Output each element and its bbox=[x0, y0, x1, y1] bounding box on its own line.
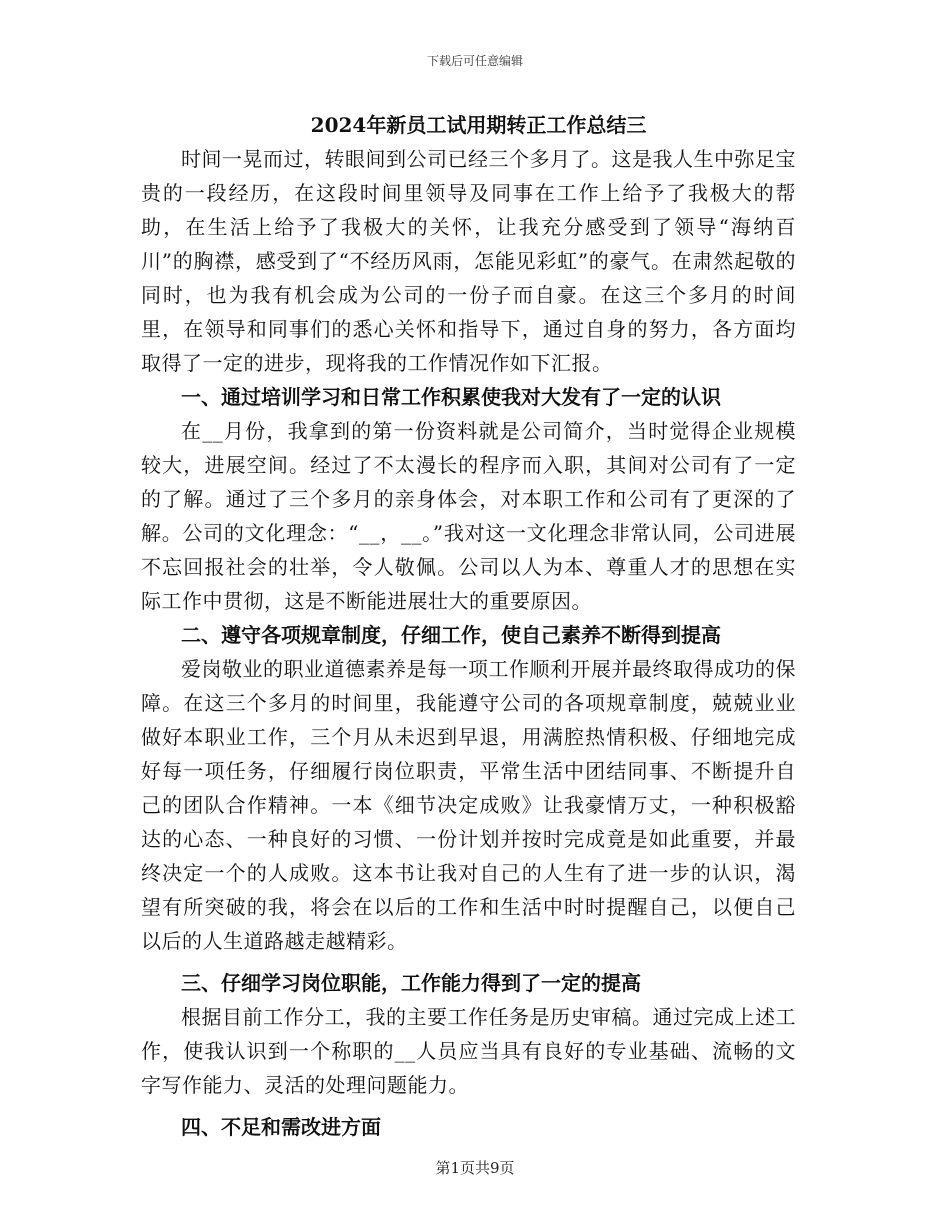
section-heading-1: 一、通过培训学习和日常工作积累使我对大发有了一定的认识 bbox=[181, 385, 721, 409]
document-body bbox=[141, 108, 796, 1144]
section-heading-2: 二、遵守各项规章制度，仔细工作，使自己素养不断得到提高 bbox=[181, 623, 721, 647]
spacer bbox=[141, 1102, 796, 1110]
paragraph-section-1: 在__月份，我拿到的第一份资料就是公司简介，当时觉得企业规模较大，进展空间。经过了不太漫长的程序而入职，其间对公司有了一定的了解。通过了三个多月的亲身体会，对本职工作和公司有了更深的了解。公司的文化理念：“__，__。”我对这一文化理念非常认同，公司进展不忘回报社会的壮举，令人敬佩。公司以人为本、尊重人才的思想在实际工作中贯彻，这是不断能进展壮大的重要原因。 bbox=[141, 419, 796, 613]
section-heading-4: 四、不足和需改进方面 bbox=[181, 1115, 381, 1139]
paragraph-section-2: 爱岗敬业的职业道德素养是每一项工作顺利开展并最终取得成功的保障。在这三个多月的时间里，我能遵守公司的各项规章制度，兢兢业业做好本职业工作，三个月从未迟到早退，用满腔热情积极、仔细地完成好每一项任务，仔细履行岗位职责，平常生活中团结同事、不断提升自己的团队合作精神。一本《细节决定成败》让我豪情万丈，一种积极豁达的心态、一种良好的习惯、一份计划并按时完成竟是如此重要，并最终决定一个的人成败。这本书让我对自己的人生有了进一步的认识，渴望有所突破的我，将会在以后的工作和生活中时时提醒自己，以便自己以后的人生道路越走越精彩。 bbox=[141, 657, 796, 953]
paragraph-section-3: 根据目前工作分工，我的主要工作任务是历史审稿。通过完成上述工作，使我认识到一个称职的__人员应当具有良好的专业基础、流畅的文字写作能力、灵活的处理问题能力。 bbox=[141, 1005, 796, 1097]
paragraph-intro: 时间一晃而过，转眼间到公司已经三个多月了。这是我人生中弥足宝贵的一段经历，在这段时间里领导及同事在工作上给予了我极大的帮助，在生活上给予了我极大的关怀，让我充分感受到了领导“海纳百川”的胸襟，感受到了“不经历风雨，怎能见彩虹”的豪气。在肃然起敬的同时，也为我有机会成为公司的一份子而自豪。在这三个多月的时间里，在领导和同事们的悉心关怀和指导下，通过自身的努力，各方面均取得了一定的进步，现将我的工作情况作如下汇报。 bbox=[141, 147, 796, 375]
document-title: 2024年新员工试用期转正工作总结三 bbox=[310, 113, 647, 137]
spacer bbox=[141, 958, 796, 966]
page-header-note: 下载后可任意编辑 bbox=[426, 54, 523, 68]
page-footer-number: 第1页共9页 bbox=[435, 1159, 515, 1177]
section-heading-3: 三、仔细学习岗位职能，工作能力得到了一定的提高 bbox=[181, 971, 641, 995]
